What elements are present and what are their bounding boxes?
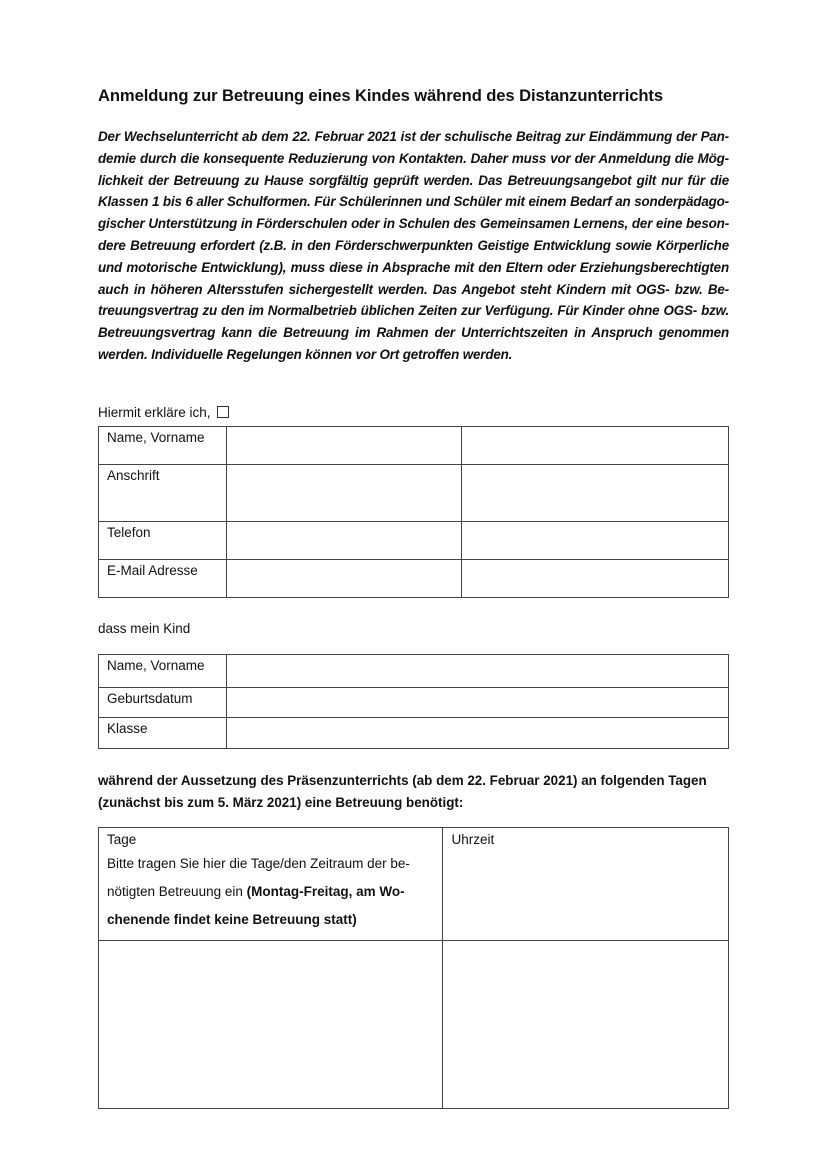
intro-line: und motorische Entwicklung), muss diese in Absprache mit den Eltern oder Erziehungsberechtigten (98, 259, 729, 275)
birthdate-field[interactable] (226, 688, 728, 718)
field-label: Geburtsdatum (99, 688, 227, 718)
days-input-field[interactable] (99, 941, 443, 1109)
address-field[interactable] (226, 465, 462, 522)
time-header-cell (443, 828, 729, 941)
intro-line: werden. Individuelle Regelungen können vor Ort getroffen werden. (98, 346, 513, 362)
parent-info-table (98, 426, 729, 598)
parent-name-field-2[interactable] (462, 427, 729, 465)
table-row (99, 688, 729, 718)
table-row (99, 941, 729, 1109)
days-header: Tage (107, 832, 137, 847)
field-label: Name, Vorname (99, 655, 227, 688)
intro-line: Der Wechselunterricht ab dem 22. Februar 2021 ist der schulische Beitrag zur Eindämmung der Pan- (98, 129, 729, 144)
field-label: Klasse (99, 718, 227, 749)
table-row (99, 522, 729, 560)
table-row (99, 828, 729, 941)
email-field-2[interactable] (462, 560, 729, 598)
child-info-table (98, 654, 729, 749)
intro-paragraph (98, 126, 729, 366)
page-title: Anmeldung zur Betreuung eines Kindes während des Distanzunterrichts (98, 86, 663, 105)
intro-line: lichkeit der Betreuung zu Hause sorgfältig geprüft werden. Das Betreuungsangebot gilt nur für die (98, 172, 729, 188)
intro-line: treuungsvertrag zu den im Normalbetrieb üblichen Zeiten zur Verfügung. Für Kinder ohne OGS- bzw. (98, 303, 729, 319)
table-row (99, 655, 729, 688)
phone-field[interactable] (226, 522, 462, 560)
address-field-2[interactable] (462, 465, 729, 522)
time-header: Uhrzeit (451, 832, 495, 847)
phone-field-2[interactable] (462, 522, 729, 560)
intro-line: gischer Unterstützung in Förderschulen oder in Schulen des Gemeinsamen Lernens, der eine beson- (98, 216, 729, 232)
field-label: Name, Vorname (99, 427, 227, 465)
field-label: E-Mail Adresse (99, 560, 227, 598)
need-text: während der Aussetzung des Präsenzunterrichts (ab dem 22. Februar 2021) an folgenden Tagen (zunächst bis zum 5. März 2021) eine Betreuung benötigt: (98, 773, 707, 810)
intro-line: Betreuungsvertrag kann die Betreuung im Rahmen der Unterrichtszeiten in Anspruch genommen (98, 325, 729, 341)
email-field[interactable] (226, 560, 462, 598)
class-field[interactable] (226, 718, 728, 749)
intro-line: demie durch die konsequente Reduzierung von Kontakten. Daher muss vor der Anmeldung die Mög- (98, 150, 729, 166)
days-instruction-bold: (Montag-Freitag, am Wo- (246, 884, 405, 899)
declaration-label (98, 405, 229, 420)
declaration-text: Hiermit erkläre ich, (98, 405, 211, 420)
table-row (99, 427, 729, 465)
field-label: Telefon (99, 522, 227, 560)
parent-name-field[interactable] (226, 427, 462, 465)
days-header-cell (99, 828, 443, 941)
days-instruction-line1: Bitte tragen Sie hier die Tage/den Zeitraum der be- (107, 856, 410, 871)
intro-line: Klassen 1 bis 6 aller Schulformen. Für Schülerinnen und Schüler mit einem Bedarf an sonderpädago- (98, 194, 729, 210)
table-row (99, 560, 729, 598)
days-instruction-line2: nötigten Betreuung ein (107, 884, 247, 899)
time-input-field[interactable] (443, 941, 729, 1109)
intro-line: auch in höheren Altersstufen sichergestellt werden. Das Angebot steht Kindern mit OGS- bzw. Be- (98, 281, 729, 297)
child-name-field[interactable] (226, 655, 728, 688)
child-intro: dass mein Kind (98, 621, 191, 636)
table-row (99, 465, 729, 522)
field-label: Anschrift (99, 465, 227, 522)
table-row (99, 718, 729, 749)
intro-line: dere Betreuung erfordert (z.B. in den Förderschwerpunkten Geistige Entwicklung sowie Körperliche (98, 237, 729, 253)
days-instruction (107, 850, 434, 934)
declaration-checkbox[interactable] (217, 406, 229, 418)
days-instruction-bold-2: chenende findet keine Betreuung statt) (107, 912, 357, 927)
days-table (98, 827, 729, 1109)
